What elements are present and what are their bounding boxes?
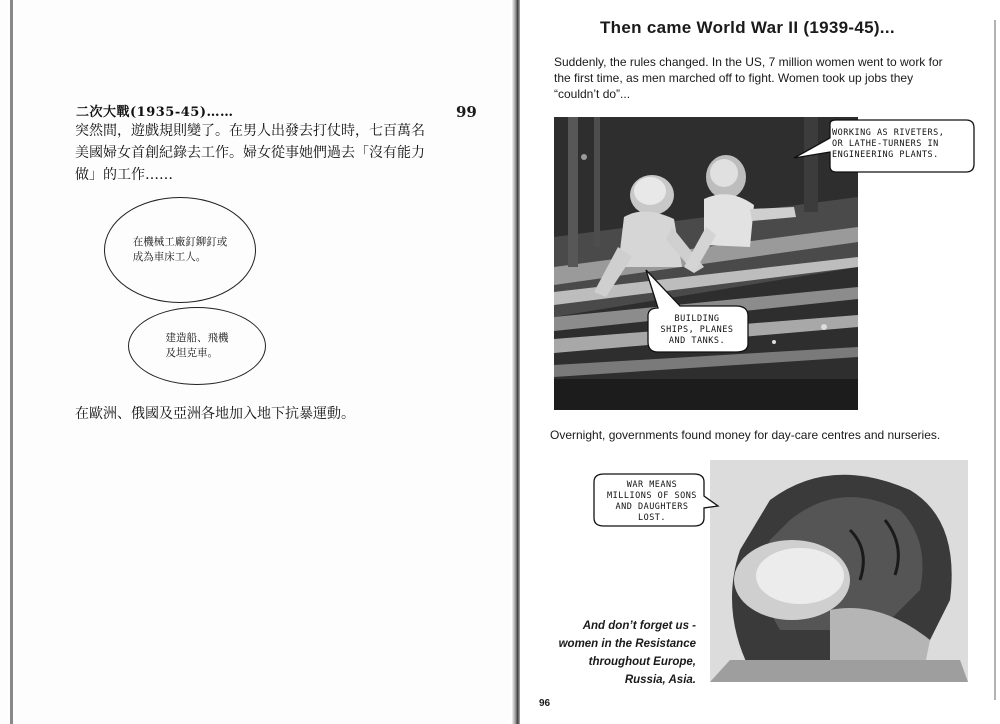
- bubble-text: [598, 480, 706, 524]
- grief-artwork-illustration: [710, 460, 968, 682]
- bubble-line: SHIPS, PLANES: [660, 325, 734, 335]
- ellipse-line: 在機械工廠釘鉚釘或: [132, 236, 228, 248]
- resistance-caption: [540, 617, 696, 689]
- page-title: Then came World War II (1939-45)...: [600, 18, 895, 37]
- bubble-line: WORKING AS RIVETERS,: [832, 128, 945, 138]
- daycare-caption: Overnight, governments found money for day-care centres and nurseries.: [550, 428, 941, 442]
- chinese-paragraph-line: 突然間，遊戲規則變了。在男人出發去打仗時，七百萬名: [75, 123, 425, 139]
- page-edge-left: [10, 0, 13, 724]
- bubble-text: [654, 314, 740, 347]
- bubble-line: AND TANKS.: [668, 336, 726, 346]
- intro-line: the first time, as men marched off to fight. Women took up jobs they: [554, 71, 914, 85]
- page-number-left: 99: [456, 103, 477, 121]
- chinese-paragraph-line: 美國婦女首創紀錄去工作。婦女從事她們過去「沒有能力: [75, 145, 425, 161]
- grief-artwork: [710, 460, 968, 682]
- speech-bubble-ships: [640, 268, 752, 354]
- ellipse-line: 及坦克車。: [165, 347, 218, 359]
- page-number-right: 96: [539, 698, 551, 709]
- bubble-line: AND DAUGHTERS: [615, 502, 689, 512]
- resistance-line: And don’t forget us -: [582, 620, 696, 632]
- resistance-line: women in the Resistance: [558, 638, 696, 650]
- ellipse-line: 建造船、飛機: [165, 332, 229, 344]
- intro-line: Suddenly, the rules changed. In the US, 7 million women went to work for: [554, 55, 943, 69]
- translation-ellipse-ships: [128, 307, 266, 385]
- speech-bubble-riveters: [790, 118, 976, 174]
- bubble-text: [832, 128, 944, 161]
- intro-paragraph: [554, 54, 974, 102]
- intro-line: “couldn’t do”...: [554, 87, 631, 101]
- chinese-paragraph-line: 做」的工作……: [75, 167, 173, 183]
- bubble-line: MILLIONS OF SONS: [607, 491, 697, 501]
- resistance-line: Russia, Asia.: [624, 674, 696, 686]
- translation-ellipse-riveters: [104, 197, 256, 303]
- chinese-footer-line: 在歐洲、俄國及亞洲各地加入地下抗暴運動。: [75, 406, 355, 422]
- page-edge-right: [994, 20, 996, 700]
- chinese-paragraph: [75, 120, 440, 186]
- resistance-line: throughout Europe,: [588, 656, 696, 668]
- bubble-line: OR LATHE-TURNERS IN: [832, 139, 939, 149]
- speech-bubble-war: [590, 472, 720, 528]
- bubble-line: ENGINEERING PLANTS.: [832, 150, 939, 160]
- chinese-title: 二次大戰(1935-45)……: [76, 105, 234, 120]
- bubble-line: WAR MEANS: [626, 480, 678, 490]
- bubble-line: BUILDING: [674, 314, 720, 324]
- ellipse-line: 成為車床工人。: [132, 251, 207, 263]
- bubble-line: LOST.: [637, 513, 667, 523]
